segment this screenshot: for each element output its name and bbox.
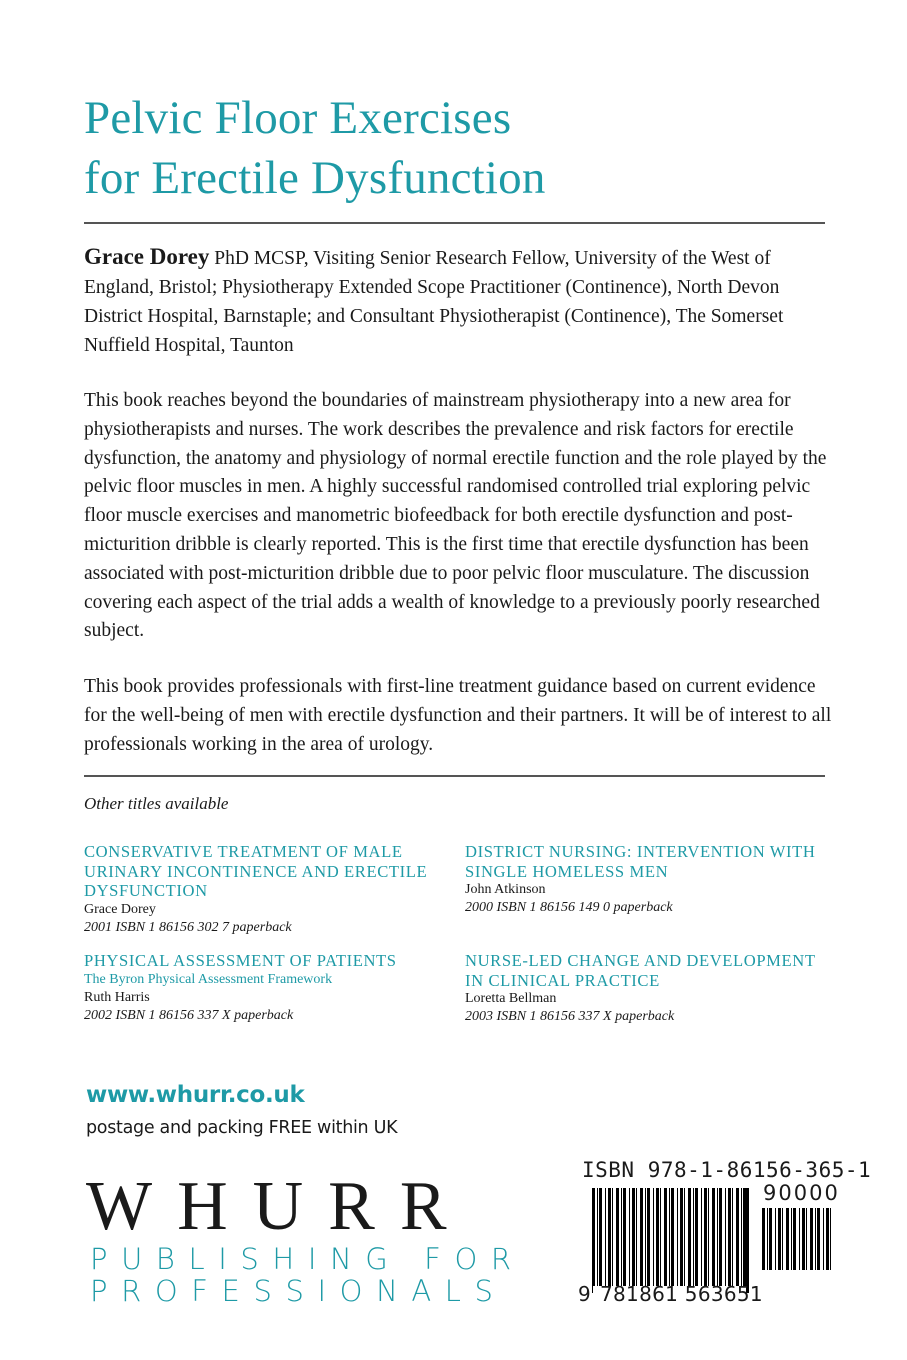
- barcode-bar: [830, 1208, 831, 1270]
- barcode-bar: [636, 1188, 637, 1286]
- book-listing: [465, 951, 835, 1026]
- barcode-bar: [746, 1188, 749, 1293]
- barcode-bar: [791, 1208, 792, 1270]
- barcode-bar: [680, 1188, 683, 1286]
- barcode-bar: [616, 1188, 619, 1286]
- barcode-bar: [704, 1188, 707, 1286]
- barcode-bar: [806, 1208, 807, 1270]
- barcode-bar: [725, 1188, 726, 1286]
- book-listing-author: John Atkinson: [465, 882, 546, 897]
- book-listing-meta: 2001 ISBN 1 86156 302 7 paperback: [84, 919, 292, 935]
- isbn-label: ISBN 978-1-86156-365-1: [582, 1158, 872, 1182]
- description-paragraph-1: This book reaches beyond the boundaries of mainstream physiotherapy into a new area for physiotherapists and nurses. The work describes the prevalence and risk factors for erectile dysfunction, the anatomy and physiology of normal erectile function and the role played by the pelvic floor muscles in men. A highly successful randomised controlled trial exploring pelvic floor muscle exercises and manometric biofeedback for both erectile dysfunction and post-micturition dribble is clearly reported. This is the first time that erectile dysfunction has been associated with post-micturition dribble due to poor pelvic floor musculature. The discussion covering each aspect of the trial adds a wealth of knowledge to a previously poorly researched subject.: [84, 390, 827, 642]
- barcode-bar: [664, 1188, 667, 1286]
- barcode-bar: [786, 1208, 789, 1270]
- publisher-tagline-line-2: PROFESSIONALS: [90, 1274, 507, 1308]
- barcode-bar: [599, 1188, 602, 1286]
- barcode-bar: [823, 1208, 824, 1270]
- barcode-bar: [701, 1188, 702, 1286]
- barcode-bar: [671, 1188, 674, 1286]
- book-listing-author: Ruth Harris: [84, 989, 150, 1005]
- book-listing: [465, 842, 835, 917]
- barcode-bar: [743, 1188, 746, 1286]
- title-line-2: for Erectile Dysfunction: [84, 152, 546, 204]
- barcode-bar: [684, 1188, 685, 1286]
- barcode-bar: [629, 1188, 630, 1286]
- barcode-bar: [669, 1188, 670, 1286]
- publisher-website-link[interactable]: www.whurr.co.uk: [86, 1082, 305, 1108]
- barcode-bar: [645, 1188, 646, 1286]
- postage-note: postage and packing FREE within UK: [86, 1118, 398, 1138]
- barcode-bar: [677, 1188, 678, 1286]
- publisher-logo: WHURR: [86, 1168, 472, 1245]
- barcode-bar: [799, 1208, 800, 1270]
- book-listing-title: CONSERVATIVE TREATMENT OF MALE URINARY INCONTINENCE AND ERECTILE DYSFUNCTION: [84, 842, 428, 900]
- publisher-tagline-line-1: PUBLISHING FOR: [90, 1242, 525, 1276]
- book-listing-author: Loretta Bellman: [465, 991, 557, 1006]
- book-listing-meta: 2000 ISBN 1 86156 149 0 paperback: [465, 900, 673, 915]
- ean-digits: 781861 563651: [600, 1282, 763, 1306]
- title-line-1: Pelvic Floor Exercises: [84, 92, 512, 144]
- barcode-bar: [717, 1188, 718, 1286]
- title-divider: [84, 222, 825, 224]
- book-listing: [84, 842, 454, 937]
- barcode-bar: [712, 1188, 715, 1286]
- barcode-bar: [719, 1188, 722, 1286]
- barcode-bar: [632, 1188, 635, 1286]
- book-listing-subtitle: The Byron Physical Assessment Framework: [84, 971, 333, 987]
- price-addon-number: 90000: [763, 1181, 840, 1205]
- barcode-bar: [782, 1208, 783, 1270]
- barcode-bar: [660, 1188, 661, 1286]
- barcode-bar: [741, 1188, 742, 1286]
- section-divider: [84, 775, 825, 777]
- description-paragraph-2: This book provides professionals with first-line treatment guidance based on current evidence for the well-being of men with erectile dysfunction and their partners. It will be of interest to all professionals working in the area of urology.: [84, 676, 832, 755]
- barcode-bar: [695, 1188, 698, 1286]
- barcode-bar: [815, 1208, 816, 1270]
- book-listing-meta: 2003 ISBN 1 86156 337 X paperback: [465, 1009, 675, 1024]
- barcode-bar: [762, 1208, 765, 1270]
- book-listing-author: Grace Dorey: [84, 901, 156, 917]
- barcode-bar: [656, 1188, 659, 1286]
- barcode-bar: [597, 1188, 598, 1286]
- barcode-bar: [817, 1208, 820, 1270]
- author-bio: PhD MCSP, Visiting Senior Research Fellow, University of the West of England, Bristol; Physiotherapy Extended Scope Practitioner (Continence), North Devon District Hospital, Barnstaple; and Consultant Physiotherapist (Continence), The Somerset Nuffield Hospital, Taunton: [84, 248, 784, 356]
- author-block: [84, 242, 829, 360]
- barcode-bar: [826, 1208, 829, 1270]
- barcode-bar: [802, 1208, 805, 1270]
- barcode-bar: [732, 1188, 733, 1286]
- book-listing-meta: 2002 ISBN 1 86156 337 X paperback: [84, 1007, 294, 1023]
- barcode-bar: [778, 1208, 781, 1270]
- book-listing-title: NURSE-LED CHANGE AND DEVELOPMENT IN CLINICAL PRACTICE: [465, 951, 816, 990]
- barcode-bar: [640, 1188, 643, 1286]
- barcode-bar: [736, 1188, 739, 1286]
- barcode-bar: [708, 1188, 709, 1286]
- book-listing-title: DISTRICT NURSING: INTERVENTION WITH SINGLE HOMELESS MEN: [465, 842, 816, 881]
- barcode-bar: [767, 1208, 768, 1270]
- barcode-bar: [653, 1188, 654, 1286]
- barcode-bar: [621, 1188, 622, 1286]
- book-title: [84, 88, 546, 208]
- barcode-bar: [793, 1208, 796, 1270]
- barcode-bar: [605, 1188, 606, 1286]
- barcode-bar: [775, 1208, 776, 1270]
- book-listing: [84, 951, 454, 1025]
- barcode-bar: [623, 1188, 626, 1286]
- barcode-bar: [612, 1188, 613, 1286]
- barcode-bar: [592, 1188, 593, 1293]
- ean-first-digit: 9: [578, 1282, 591, 1306]
- barcode-bar: [810, 1208, 813, 1270]
- book-listing-title: PHYSICAL ASSESSMENT OF PATIENTS: [84, 951, 397, 970]
- barcode-bar: [688, 1188, 691, 1286]
- author-name: Grace Dorey: [84, 244, 210, 269]
- barcode-bar: [693, 1188, 694, 1286]
- barcode-bar: [769, 1208, 772, 1270]
- barcode-bar: [728, 1188, 731, 1286]
- other-titles-heading: Other titles available: [84, 794, 229, 813]
- barcode-bar: [647, 1188, 650, 1286]
- barcode-bar: [608, 1188, 611, 1286]
